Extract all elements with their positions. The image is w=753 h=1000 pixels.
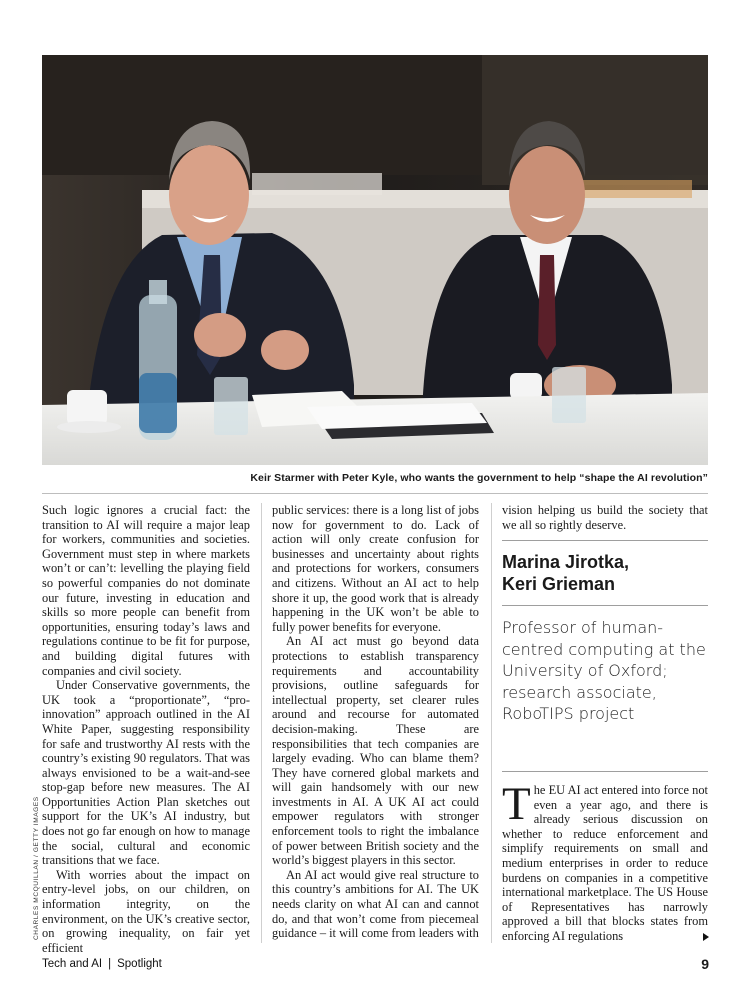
paragraph: Such logic ignores a crucial fact: the transition to AI will require a major leap for workers, communities and societies. Government must step in where markets won’t or can’t: levelling the playing field so powerful companies do not dominate our future, investing in education and skills so more people can benefit from opportunities, ensuring today’s laws and regulations continue to be fit for purpose, and building digital futures with companies and civil society. bbox=[42, 503, 250, 678]
author-top-rule bbox=[502, 540, 708, 541]
next-article-opener bbox=[502, 778, 708, 944]
author-bottom-rule bbox=[502, 771, 708, 772]
paragraph: vision helping us build the society that we all so rightly deserve. bbox=[502, 503, 708, 532]
paragraph: public services: there is a long list of jobs now for government to do. Lack of action will only create confusion for businesses and uncertainty about rights and protections for workers, consumers and citizens. Without an AI act to help shore it up, the good work that is already happening in the UK won’t be able to fully power benefits for everyone. bbox=[272, 503, 479, 634]
photo-credit: CHARLES MCQUILLAN / GETTY IMAGES bbox=[33, 796, 40, 940]
text-column-1 bbox=[42, 503, 250, 955]
footer-section: Tech and AI bbox=[42, 958, 103, 970]
footer-subsection: Spotlight bbox=[117, 958, 162, 970]
author-name-line-2: Keri Grieman bbox=[502, 574, 616, 594]
paragraph: An AI act must go beyond data protections to establish transparency requirements and accountability provisions, outline safeguards for intellectual property, set clearer rules around and recourse for automated decision-making. These are responsibilities that tech companies are largely evading. Who can blame them? They have cornered global markets and will gain handsomely with our new investments in AI. A UK AI act could empower regulators with stronger enforcement tools to right the imbalance of power between British society and the world’s biggest players in this sector. bbox=[272, 634, 479, 868]
page-number: 9 bbox=[701, 956, 709, 972]
opener-text: he EU AI act entered into force not even a year ago, and there is already serious discussion on whether to reduce enforcement and simplify requirements on small and medium enterprises in order to reduce burdens on companies in a competitive international marketplace. The US House of Representatives has narrowly approved a bill that blocks states from enforcing AI regulations bbox=[502, 783, 708, 943]
author-mid-rule bbox=[502, 605, 708, 606]
photo-caption: Keir Starmer with Peter Kyle, who wants the government to help “shape the AI revolution” bbox=[250, 472, 708, 484]
author-name bbox=[502, 551, 708, 595]
paragraph: Under Conservative governments, the UK took a “proportionate”, “pro-innovation” approach outlined in the AI White Paper, suggesting responsibility for safe and trustworthy AI rests with the country’s existing 90 regulators. That was always envisioned to be a wait-and-see stop-gap before new measures. The AI Opportunities Action Plan sketches out support for the UK’s AI industry, but does not go far enough on how to manage the social, cultural and economic transitions that we face. bbox=[42, 678, 250, 868]
paragraph: An AI act would give real structure to this country’s ambitions for AI. The UK needs clarity on what AI can and cannot do, and that won’t come from piecemeal guidance – it will come from leaders with bbox=[272, 867, 479, 941]
running-footer bbox=[42, 958, 162, 970]
text-column-2 bbox=[272, 503, 479, 941]
drop-cap: T bbox=[502, 778, 531, 830]
text-column-3 bbox=[502, 503, 708, 532]
photo-illustration bbox=[42, 55, 708, 465]
column-divider bbox=[491, 503, 492, 943]
author-role: Professor of human-centred computing at the University of Oxford; research associate, RoboTIPS project bbox=[502, 618, 706, 723]
column-divider bbox=[261, 503, 262, 943]
paragraph: With worries about the impact on entry-level jobs, on our children, on information integrity, on the environment, on the UK’s creative sector, on growing inequality, on fair yet efficient bbox=[42, 867, 250, 955]
article-photo bbox=[42, 55, 708, 465]
author-name-line-1: Marina Jirotka, bbox=[502, 552, 630, 572]
footer-separator: | bbox=[108, 958, 112, 970]
divider bbox=[42, 493, 708, 494]
continue-arrow-icon bbox=[703, 933, 709, 941]
